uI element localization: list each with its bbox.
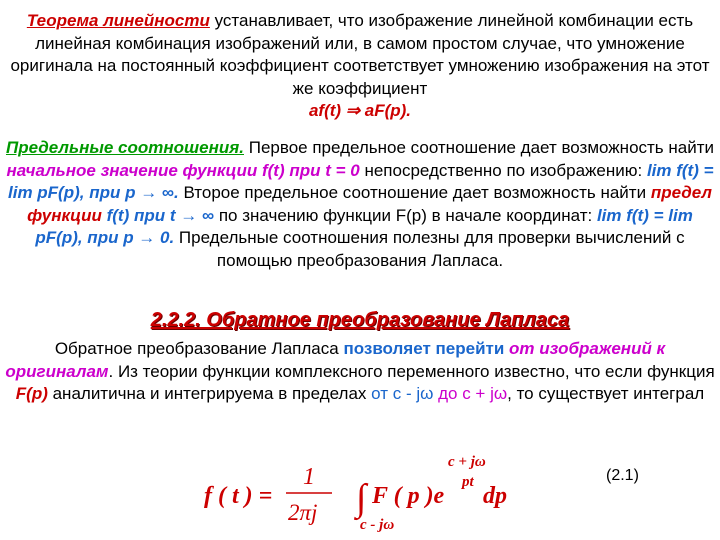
limits-text-c: Второе предельное соотношение дает возможность найти: [178, 183, 651, 202]
limit-to: до c + jω: [433, 384, 508, 403]
linearity-text: устанавливает, что изображение линейной комбинации есть линейная комбинация изображений или, в самом простом случае, что умножение оригинала на постоянный коэффициент соответствует умножению изображения на этот же коэффициент: [10, 11, 710, 98]
linearity-formula: af(t) ⇒ aF(p).: [308, 101, 412, 120]
inverse-text-d: , то существует интеграл: [507, 384, 705, 403]
limit-formula-zero: lim f(t) = lim pF(p), при p → 0.: [35, 205, 693, 247]
equation-number: (2.1): [606, 467, 639, 484]
fraction-numerator: 1: [303, 464, 315, 490]
limits-text-b: непосредственно по изображению:: [359, 160, 647, 180]
function-fp: F(p): [15, 384, 48, 403]
limits-text-a: Первое предельное соотношение дает возможность найти: [244, 138, 715, 157]
limit-formula-infinity: lim f(t) = lim pF(p), при p → ∞.: [8, 160, 714, 202]
limit-from: от c - jω: [371, 384, 434, 403]
term-limits: Предельные соотношения.: [5, 138, 244, 157]
differential: dp: [483, 483, 507, 509]
f-at-infinity: f(t) при t → ∞: [101, 205, 215, 225]
limits-text-e: Предельные соотношения полезны для проверки вычислений с помощью преобразования Лапласа.: [174, 228, 685, 270]
paragraph-inverse: [2, 338, 718, 406]
inverse-laplace-formula: [0, 448, 720, 540]
integral-sign: ∫: [356, 477, 367, 519]
section-heading: 2.2.2. Обратное преобразование Лапласа: [150, 309, 570, 331]
paragraph-linearity: [2, 10, 718, 123]
exponent: pt: [462, 474, 474, 490]
initial-value-term: начальное значение функции: [6, 160, 258, 180]
f-at-zero: f(t) при t = 0: [257, 160, 360, 180]
limits-text-d: по значению функции F(p) в начале координат:: [214, 205, 597, 225]
inverse-text-b: . Из теории функции комплексного переменного известно, что если функция: [108, 361, 715, 381]
fraction-denominator: 2πj: [288, 500, 318, 525]
formula-svg: [0, 448, 720, 540]
inverse-text-c: аналитична и интегрируема в пределах: [47, 384, 372, 403]
allows-transition: позволяет перейти: [343, 339, 505, 358]
limit-term: предел функции: [27, 183, 712, 225]
inverse-text-a: Обратное преобразование Лапласа: [54, 339, 344, 358]
integrand: F ( p )e: [372, 483, 445, 509]
formula-lhs: f ( t ) =: [204, 483, 273, 509]
integral-lower-limit: c - jω: [360, 517, 395, 533]
integral-upper-limit: c + jω: [448, 454, 486, 470]
term-linearity: Теорема линейности: [26, 11, 210, 30]
paragraph-limits: [2, 137, 718, 272]
from-images-to-originals: от изображений к оригиналам: [5, 339, 666, 381]
